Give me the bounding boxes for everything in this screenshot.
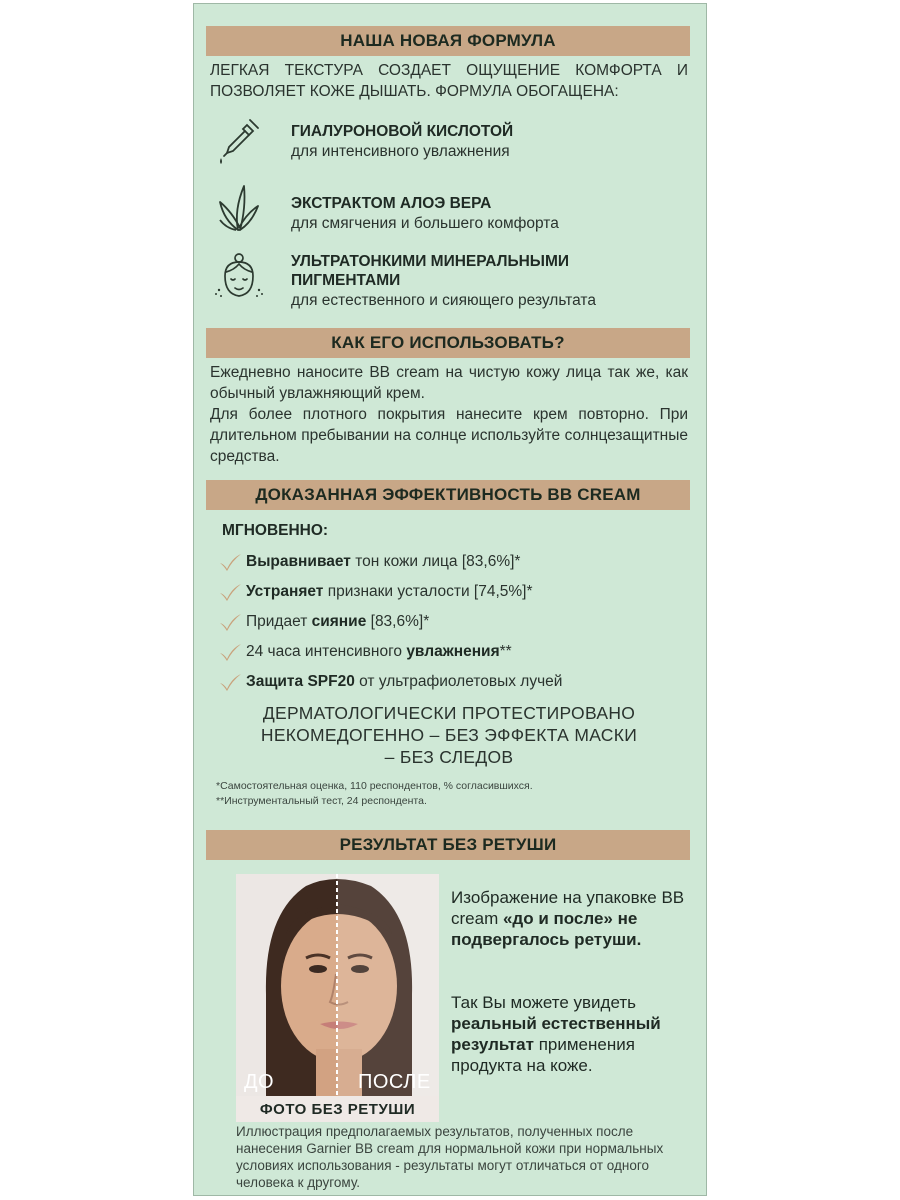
text-bold: «до и после» не подвергалось ретуши. <box>451 909 642 949</box>
feature-title <box>291 252 691 290</box>
text-normal: Изображение на упаковке BB cream <box>451 888 685 928</box>
check-text: Устраняет признаки усталости [74,5%]* <box>246 583 533 600</box>
section-title: НАША НОВАЯ ФОРМУЛА <box>340 31 556 50</box>
check-text: Защита SPF20 от ультрафиолетовых лучей <box>246 673 563 690</box>
feature-subtitle: для естественного и сияющего результата <box>291 292 596 309</box>
check-item <box>218 610 429 634</box>
text-normal: применения продукта на коже. <box>451 1035 635 1075</box>
formula-intro: ЛЕГКАЯ ТЕКСТУРА СОЗДАЕТ ОЩУЩЕНИЕ КОМФОРТА И ПОЗВОЛЯЕТ КОЖЕ ДЫШАТЬ. ФОРМУЛА ОБОГАЩЕНА: <box>210 62 688 100</box>
derm-line: – БЕЗ СЛЕДОВ <box>384 747 514 767</box>
section-header-how-to-use <box>206 328 690 358</box>
text-normal: Так Вы можете увидеть <box>451 993 636 1012</box>
section-header-efficacy <box>206 480 690 510</box>
face-photo-illustration <box>236 874 439 1096</box>
feature-aloe <box>214 182 684 238</box>
feature-title-line1: УЛЬТРАТОНКИМИ МИНЕРАЛЬНЫМИ <box>291 253 570 270</box>
section-title: РЕЗУЛЬТАТ БЕЗ РЕТУШИ <box>339 835 557 854</box>
checkmark-icon <box>218 552 242 572</box>
checkmark-icon <box>218 612 242 632</box>
usage-text-2: Для более плотного покрытия нанесите крем повторно. При длительном пребывании на солнце используйте солнцезащитные средства. <box>210 406 688 465</box>
check-item <box>218 550 520 574</box>
check-item <box>218 670 562 694</box>
photo-caption: ФОТО БЕЗ РЕТУШИ <box>236 1096 439 1122</box>
section-title: КАК ЕГО ИСПОЛЬЗОВАТЬ? <box>331 333 565 352</box>
feature-title: ЭКСТРАКТОМ АЛОЭ ВЕРА <box>291 195 492 212</box>
check-text: Придает сияние [83,6%]* <box>246 613 430 630</box>
face-icon <box>214 252 264 302</box>
check-text: 24 часа интенсивного увлажнения** <box>246 643 512 660</box>
checkmark-icon <box>218 672 242 692</box>
text-bold: реальный естественный результат <box>451 1014 661 1054</box>
derm-tested-statement <box>214 702 684 768</box>
product-info-panel <box>193 3 707 1196</box>
before-label: ДО <box>244 1071 275 1093</box>
feature-subtitle: для интенсивного увлажнения <box>291 143 510 160</box>
section-header-no-retouch <box>206 830 690 860</box>
feature-title: ГИАЛУРОНОВОЙ КИСЛОТОЙ <box>291 123 514 140</box>
no-retouch-text-2 <box>451 992 701 1076</box>
footnote-2: **Инструментальный тест, 24 респондента. <box>216 795 427 807</box>
section-header-new-formula <box>206 26 690 56</box>
check-text: Выравнивает тон кожи лица [83,6%]* <box>246 553 521 570</box>
after-label: ПОСЛЕ <box>358 1071 431 1093</box>
disclaimer-note: Иллюстрация предполагаемых результатов, полученных после нанесения Garnier BB cream для нормальной кожи при нормальных условиях использования - результаты могут отличаться от одного человека к другому. <box>236 1124 664 1190</box>
usage-text: Ежедневно наносите BB cream на чистую кожу лица так же, как обычный увлажняющий крем. <box>210 364 688 402</box>
feature-subtitle: для смягчения и большего комфорта <box>291 215 559 232</box>
feature-mineral-pigments <box>214 252 684 312</box>
section-title: ДОКАЗАННАЯ ЭФФЕКТИВНОСТЬ BB CREAM <box>255 485 641 504</box>
derm-line: ДЕРМАТОЛОГИЧЕСКИ ПРОТЕСТИРОВАНО <box>262 703 636 723</box>
footnote-1: *Самостоятельная оценка, 110 респондентов, % согласившихся. <box>216 780 533 792</box>
checkmark-icon <box>218 642 242 662</box>
checkmark-icon <box>218 582 242 602</box>
derm-line: НЕКОМЕДОГЕННО – БЕЗ ЭФФЕКТА МАСКИ <box>260 725 638 745</box>
no-retouch-text-1 <box>451 887 701 950</box>
feature-title-line2: ПИГМЕНТАМИ <box>291 272 401 289</box>
feature-hyaluronic <box>214 116 684 172</box>
dropper-icon <box>214 116 264 166</box>
check-item <box>218 640 512 664</box>
before-after-photo <box>236 874 439 1122</box>
check-item <box>218 580 533 604</box>
aloe-icon <box>214 182 264 232</box>
instant-label: МГНОВЕННО: <box>222 522 329 539</box>
